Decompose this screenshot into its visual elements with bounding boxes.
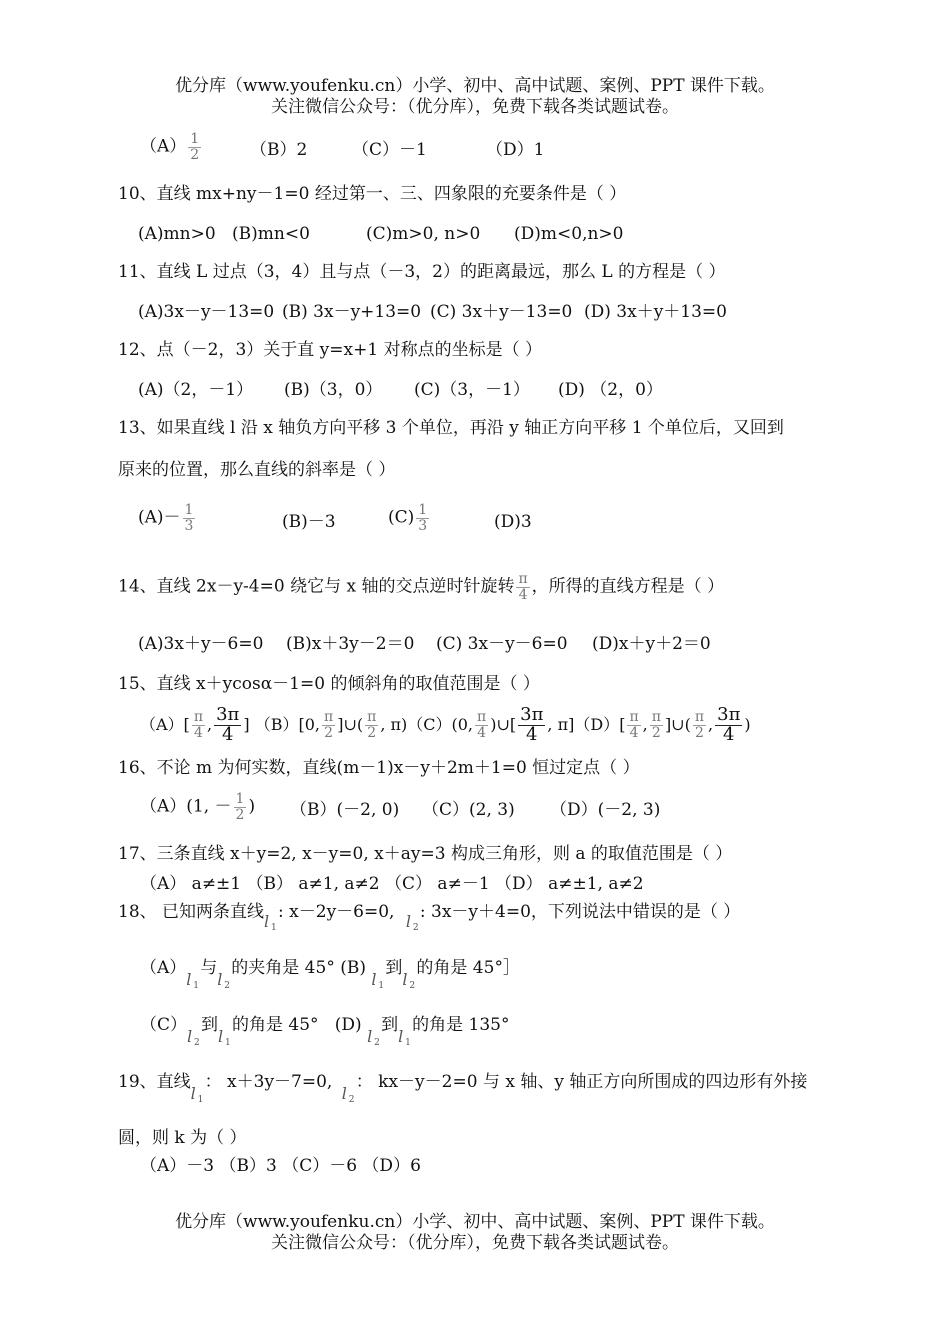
q14-option-a: (A)3x＋y－6=0	[138, 634, 264, 654]
q12-option-d: (D) （2，0）	[558, 380, 663, 400]
q15-stem: 15、直线 x＋ycosα－1=0 的倾斜角的取值范围是（ ）	[118, 674, 540, 694]
q11-option-a: (A)3x－y－13=0	[138, 302, 275, 322]
line-l2: l 2	[405, 912, 419, 933]
q12-option-b: (B)（3，0）	[284, 380, 383, 400]
q13-option-d: (D)3	[494, 512, 532, 532]
q12-option-a: (A)（2，－1）	[138, 380, 254, 400]
q17-stem: 17、三条直线 x＋y=2, x－y=0, x＋ay=3 构成三角形，则 a 的取值范围是（ ）	[118, 844, 733, 864]
q9-option-d: （D）1	[486, 140, 545, 160]
fraction: $\frac{\pi}{4}$	[518, 571, 528, 603]
q14-option-c: (C) 3x－y－6=0	[436, 634, 568, 654]
q16-option-a: （A）(1, － $\frac{1}{2}$ )	[140, 791, 256, 823]
q19-stem-line-1: 19、直线l 1 ： x＋3y－7=0, l 2 ： kx－y－2=0 与 x 轴、y 轴正方向所围成的四边形有外接	[118, 1072, 808, 1105]
q14-option-d: (D)x＋y＋2＝0	[592, 634, 711, 654]
fraction: $\frac{1}{3}$	[418, 502, 428, 534]
q12-stem: 12、点（－2，3）关于直 y=x+1 对称点的坐标是（ ）	[118, 340, 542, 360]
q19-options: （A）－3 （B）3 （C）－6 （D）6	[140, 1156, 421, 1176]
fraction: $\frac{1}{2}$	[235, 791, 245, 823]
fraction: $\frac{1}{2}$	[190, 131, 200, 163]
q13-option-b: (B)－3	[282, 512, 336, 532]
q13-stem-line-1: 13、如果直线 l 沿 x 轴负方向平移 3 个单位，再沿 y 轴正方向平移 1 个单位后，又回到	[118, 418, 784, 438]
q9-option-b: （B）2	[250, 140, 308, 160]
q10-option-c: (C)m>0, n>0	[366, 224, 481, 244]
q11-option-b: (B) 3x－y+13=0	[282, 302, 422, 322]
q14-option-b: (B)x＋3y－2＝0	[286, 634, 415, 654]
q9-option-a: （A） $\frac{1}{2}$	[140, 131, 200, 163]
q13-option-c: (C) $\frac{1}{3}$	[388, 502, 428, 534]
q18-stem: 18、 已知两条直线l 1 : x－2y－6=0, l 2 : 3x－y＋4=0，下列说法中错误的是（ ）	[118, 902, 741, 933]
q13-option-a: (A)－ $\frac{1}{3}$	[138, 502, 194, 534]
line-l1: l 1	[264, 912, 277, 933]
q9-option-c: （C）－1	[352, 140, 427, 160]
q15-options: （A）[ $\frac{\pi}{4}$ , $\frac{3\pi}{4}$ ] （B）[0, $\frac{\pi}{2}$ ]∪( $\frac{\pi}{2}$ , π)（C）(0, $\frac{\pi}{4}$ )∪[ $\frac{3\pi}{4}$ , π]（D）[ $\frac{\pi}{4}$ , $\frac{\pi}{2}$ ]∪( $\frac{\pi}{2}$ , $\frac{3\pi}{4}$ )	[140, 704, 751, 745]
header-line-2: 关注微信公众号：（优分库），免费下载各类试题试卷。	[271, 97, 679, 117]
q16-stem: 16、不论 m 为何实数，直线(m－1)x－y＋2m＋1=0 恒过定点（ ）	[118, 758, 640, 778]
q13-stem-line-2: 原来的位置，那么直线的斜率是（ ）	[118, 460, 396, 480]
q10-option-b: (B)mn<0	[232, 224, 310, 244]
q17-options: （A） a≠±1 （B） a≠1, a≠2 （C） a≠－1 （D） a≠±1, a≠2	[140, 874, 644, 894]
q11-option-d: (D) 3x＋y＋13=0	[584, 302, 727, 322]
q11-option-c: (C) 3x＋y－13=0	[430, 302, 573, 322]
footer-line-2: 关注微信公众号：（优分库），免费下载各类试题试卷。	[271, 1233, 679, 1253]
q18-option-a-b: （A）l 1 与l 2 的夹角是 45° (B) l 1 到l 2 的角是 45°］	[140, 958, 520, 991]
q14-stem: 14、直线 2x－y-4=0 绕它与 x 轴的交点逆时针旋转 $\frac{\pi}{4}$ ，所得的直线方程是（ ）	[118, 571, 725, 603]
q19-stem-line-2: 圆，则 k 为（ ）	[118, 1128, 247, 1148]
q10-option-d: (D)m<0,n>0	[514, 224, 624, 244]
q12-option-c: (C)（3，－1）	[414, 380, 530, 400]
q16-option-c: （C）(2, 3)	[422, 800, 515, 820]
footer-line-1: 优分库（www.youfenku.cn）小学、初中、高中试题、案例、PPT 课件下载。	[175, 1212, 775, 1232]
header-line-1: 优分库（www.youfenku.cn）小学、初中、高中试题、案例、PPT 课件下载。	[175, 76, 775, 96]
q10-stem: 10、直线 mx+ny－1=0 经过第一、三、四象限的充要条件是（ ）	[118, 184, 627, 204]
fraction: $\frac{1}{3}$	[184, 502, 194, 534]
q11-stem: 11、直线 L 过点（3，4）且与点（－3，2）的距离最远，那么 L 的方程是（ ）	[118, 262, 726, 282]
q18-option-c-d: （C）l 2 到l 1 的角是 45° (D) l 2 到l 1 的角是 135°	[140, 1015, 510, 1048]
q10-option-a: (A)mn>0	[138, 224, 216, 244]
q16-option-b: （B）(－2, 0)	[290, 800, 400, 820]
q16-option-d: （D）(－2, 3)	[550, 800, 661, 820]
